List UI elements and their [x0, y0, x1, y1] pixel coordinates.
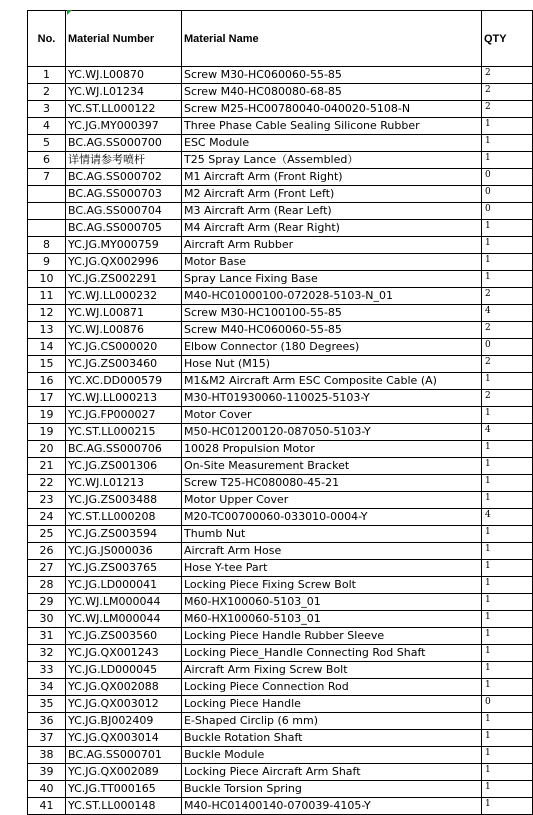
table-row [28, 152, 533, 169]
qty-cell[interactable]: 1 [482, 645, 533, 662]
table-row [28, 356, 533, 373]
qty-cell[interactable]: 0 [482, 696, 533, 713]
table-row [28, 271, 533, 288]
material-number-cell[interactable]: YC.JG.QX001243 [66, 645, 182, 662]
material-number-cell[interactable]: YC.WJ.L01234 [66, 84, 182, 101]
table-row [28, 611, 533, 628]
material-number-cell[interactable]: YC.JG.CS000020 [66, 339, 182, 356]
material-number-cell[interactable]: BC.AG.SS000700 [66, 135, 182, 152]
row-no-cell[interactable]: 7 [28, 169, 66, 186]
material-number-cell[interactable]: YC.WJ.LM000044 [66, 594, 182, 611]
row-no-cell[interactable]: 17 [28, 390, 66, 407]
material-name-cell[interactable]: M60-HX100060-5103_01 [182, 611, 482, 628]
material-name-cell[interactable]: Hose Nut (M15) [182, 356, 482, 373]
qty-cell[interactable]: 1 [482, 662, 533, 679]
row-no-cell[interactable]: 5 [28, 135, 66, 152]
row-no-cell[interactable]: 13 [28, 322, 66, 339]
qty-cell[interactable]: 2 [482, 390, 533, 407]
material-name-cell[interactable]: T25 Spray Lance（Assembled） [182, 152, 482, 169]
qty-cell[interactable]: 1 [482, 594, 533, 611]
qty-cell[interactable]: 2 [482, 101, 533, 118]
qty-cell[interactable]: 1 [482, 679, 533, 696]
material-name-cell[interactable]: Motor Upper Cover [182, 492, 482, 509]
qty-cell[interactable]: 1 [482, 747, 533, 764]
qty-cell[interactable]: 4 [482, 509, 533, 526]
row-no-cell[interactable]: 15 [28, 356, 66, 373]
material-number-cell[interactable]: YC.JG.LD000041 [66, 577, 182, 594]
table-row [28, 747, 533, 764]
material-name-cell[interactable]: On-Site Measurement Bracket [182, 458, 482, 475]
table-row [28, 203, 533, 220]
material-number-cell[interactable]: YC.WJ.LM000044 [66, 611, 182, 628]
material-name-cell[interactable]: Screw M40-HC060060-55-85 [182, 322, 482, 339]
comment-marker-icon [67, 10, 72, 15]
qty-cell[interactable]: 4 [482, 305, 533, 322]
row-no-cell[interactable]: 11 [28, 288, 66, 305]
material-name-cell[interactable]: Screw M30-HC100100-55-85 [182, 305, 482, 322]
row-no-cell[interactable]: 22 [28, 475, 66, 492]
material-name-cell[interactable]: M1 Aircraft Arm (Front Right) [182, 169, 482, 186]
table-row [28, 781, 533, 798]
material-name-cell[interactable]: Screw M40-HC080080-68-85 [182, 84, 482, 101]
row-no-cell[interactable]: 34 [28, 679, 66, 696]
row-no-cell[interactable]: 40 [28, 781, 66, 798]
material-name-cell[interactable]: M2 Aircraft Arm (Front Left) [182, 186, 482, 203]
qty-cell[interactable]: 1 [482, 407, 533, 424]
material-number-cell[interactable]: YC.JG.ZS003560 [66, 628, 182, 645]
row-no-cell[interactable] [28, 186, 66, 203]
material-name-cell[interactable]: Locking Piece Connection Rod [182, 679, 482, 696]
bom-sheet [27, 10, 532, 815]
table-row [28, 186, 533, 203]
material-number-cell[interactable]: YC.WJ.L00870 [66, 67, 182, 84]
material-number-cell[interactable]: YC.WJ.L00876 [66, 322, 182, 339]
material-number-cell[interactable]: YC.XC.DD000579 [66, 373, 182, 390]
qty-cell[interactable]: 1 [482, 135, 533, 152]
material-number-cell[interactable]: BC.AG.SS000705 [66, 220, 182, 237]
material-number-cell[interactable]: YC.JG.JS000036 [66, 543, 182, 560]
row-no-cell[interactable]: 29 [28, 594, 66, 611]
row-no-cell[interactable]: 27 [28, 560, 66, 577]
row-no-cell[interactable]: 2 [28, 84, 66, 101]
qty-cell[interactable]: 0 [482, 186, 533, 203]
qty-cell[interactable]: 1 [482, 475, 533, 492]
table-row [28, 135, 533, 152]
header-material-name[interactable]: Material Name [182, 11, 482, 67]
row-no-cell[interactable]: 3 [28, 101, 66, 118]
row-no-cell[interactable]: 10 [28, 271, 66, 288]
qty-cell[interactable]: 1 [482, 458, 533, 475]
material-name-cell[interactable]: Hose Y-tee Part [182, 560, 482, 577]
row-no-cell[interactable]: 21 [28, 458, 66, 475]
table-row [28, 764, 533, 781]
material-name-cell[interactable]: Buckle Torsion Spring [182, 781, 482, 798]
qty-cell[interactable]: 2 [482, 84, 533, 101]
material-name-cell[interactable]: M20-TC00700060-033010-0004-Y [182, 509, 482, 526]
material-name-cell[interactable]: ESC Module [182, 135, 482, 152]
material-number-cell[interactable]: 详情请参考喷杆 [66, 152, 182, 169]
qty-cell[interactable]: 2 [482, 288, 533, 305]
table-row [28, 458, 533, 475]
table-row [28, 560, 533, 577]
table-row [28, 645, 533, 662]
table-row [28, 390, 533, 407]
material-name-cell[interactable]: M1&M2 Aircraft Arm ESC Composite Cable (A) [182, 373, 482, 390]
qty-cell[interactable]: 1 [482, 152, 533, 169]
row-no-cell[interactable]: 23 [28, 492, 66, 509]
table-row [28, 305, 533, 322]
material-number-cell[interactable]: YC.JG.ZS001306 [66, 458, 182, 475]
row-no-cell[interactable]: 1 [28, 67, 66, 84]
table-row [28, 254, 533, 271]
material-name-cell[interactable]: E-Shaped Circlip (6 mm) [182, 713, 482, 730]
qty-cell[interactable]: 1 [482, 271, 533, 288]
material-number-cell[interactable]: YC.JG.BJ002409 [66, 713, 182, 730]
row-no-cell[interactable]: 36 [28, 713, 66, 730]
row-no-cell[interactable]: 14 [28, 339, 66, 356]
material-number-cell[interactable]: YC.JG.ZS003488 [66, 492, 182, 509]
qty-cell[interactable]: 1 [482, 237, 533, 254]
material-name-cell[interactable]: Aircraft Arm Rubber [182, 237, 482, 254]
row-no-cell[interactable] [28, 220, 66, 237]
table-row [28, 407, 533, 424]
bom-table-body [28, 67, 533, 815]
row-no-cell[interactable]: 30 [28, 611, 66, 628]
material-name-cell[interactable]: Aircraft Arm Fixing Screw Bolt [182, 662, 482, 679]
table-row [28, 288, 533, 305]
table-row [28, 798, 533, 815]
table-row [28, 594, 533, 611]
material-number-cell[interactable]: YC.WJ.L00871 [66, 305, 182, 322]
table-row [28, 526, 533, 543]
header-no[interactable]: No. [28, 11, 66, 67]
material-number-cell[interactable]: BC.AG.SS000703 [66, 186, 182, 203]
qty-cell[interactable]: 1 [482, 526, 533, 543]
table-row [28, 696, 533, 713]
material-number-cell[interactable]: YC.ST.LL000148 [66, 798, 182, 815]
material-name-cell[interactable]: Locking Piece_Handle Connecting Rod Shaft [182, 645, 482, 662]
row-no-cell[interactable]: 35 [28, 696, 66, 713]
table-row [28, 509, 533, 526]
material-number-cell[interactable]: YC.ST.LL000215 [66, 424, 182, 441]
row-no-cell[interactable]: 26 [28, 543, 66, 560]
material-name-cell[interactable]: 10028 Propulsion Motor [182, 441, 482, 458]
qty-cell[interactable]: 1 [482, 577, 533, 594]
table-row [28, 237, 533, 254]
material-name-cell[interactable]: Screw M25-HC00780040-040020-5108-N [182, 101, 482, 118]
qty-cell[interactable]: 1 [482, 798, 533, 815]
table-row [28, 220, 533, 237]
material-number-cell[interactable]: BC.AG.SS000704 [66, 203, 182, 220]
row-no-cell[interactable]: 37 [28, 730, 66, 747]
material-name-cell[interactable]: Motor Cover [182, 407, 482, 424]
material-name-cell[interactable]: M40-HC01000100-072028-5103-N_01 [182, 288, 482, 305]
table-row [28, 475, 533, 492]
table-row [28, 339, 533, 356]
table-row [28, 424, 533, 441]
material-number-cell[interactable]: BC.AG.SS000702 [66, 169, 182, 186]
row-no-cell[interactable]: 20 [28, 441, 66, 458]
qty-cell[interactable]: 2 [482, 67, 533, 84]
material-number-cell[interactable]: YC.JG.QX003012 [66, 696, 182, 713]
material-name-cell[interactable]: Elbow Connector (180 Degrees) [182, 339, 482, 356]
row-no-cell[interactable]: 24 [28, 509, 66, 526]
qty-cell[interactable]: 1 [482, 764, 533, 781]
row-no-cell[interactable]: 6 [28, 152, 66, 169]
material-number-cell[interactable]: YC.JG.QX003014 [66, 730, 182, 747]
material-name-cell[interactable]: Thumb Nut [182, 526, 482, 543]
qty-cell[interactable]: 1 [482, 560, 533, 577]
material-name-cell[interactable]: Locking Piece Handle Rubber Sleeve [182, 628, 482, 645]
material-name-cell[interactable]: Screw M30-HC060060-55-85 [182, 67, 482, 84]
header-row [28, 11, 533, 67]
material-name-cell[interactable]: Locking Piece Handle [182, 696, 482, 713]
header-material-number[interactable]: Material Number [66, 11, 182, 67]
qty-cell[interactable]: 0 [482, 169, 533, 186]
material-number-cell[interactable]: YC.JG.ZS003765 [66, 560, 182, 577]
material-name-cell[interactable]: M3 Aircraft Arm (Rear Left) [182, 203, 482, 220]
material-number-cell[interactable]: YC.JG.TT000165 [66, 781, 182, 798]
material-name-cell[interactable]: Buckle Module [182, 747, 482, 764]
material-number-cell[interactable]: YC.JG.ZS002291 [66, 271, 182, 288]
material-name-cell[interactable]: M60-HX100060-5103_01 [182, 594, 482, 611]
qty-cell[interactable]: 1 [482, 713, 533, 730]
qty-cell[interactable]: 1 [482, 118, 533, 135]
row-no-cell[interactable] [28, 203, 66, 220]
table-row [28, 169, 533, 186]
row-no-cell[interactable]: 19 [28, 424, 66, 441]
qty-cell[interactable]: 1 [482, 781, 533, 798]
qty-cell[interactable]: 1 [482, 441, 533, 458]
qty-cell[interactable]: 1 [482, 492, 533, 509]
row-no-cell[interactable]: 28 [28, 577, 66, 594]
material-number-cell[interactable]: YC.JG.ZS003460 [66, 356, 182, 373]
material-number-cell[interactable]: BC.AG.SS000706 [66, 441, 182, 458]
material-number-cell[interactable]: YC.ST.LL000208 [66, 509, 182, 526]
row-no-cell[interactable]: 16 [28, 373, 66, 390]
material-number-cell[interactable]: YC.JG.MY000397 [66, 118, 182, 135]
material-name-cell[interactable]: M4 Aircraft Arm (Rear Right) [182, 220, 482, 237]
material-number-cell[interactable]: YC.JG.QX002996 [66, 254, 182, 271]
table-row [28, 67, 533, 84]
material-number-cell[interactable]: BC.AG.SS000701 [66, 747, 182, 764]
qty-cell[interactable]: 1 [482, 611, 533, 628]
header-qty[interactable]: QTY [482, 11, 533, 67]
table-row [28, 679, 533, 696]
row-no-cell[interactable]: 33 [28, 662, 66, 679]
qty-cell[interactable]: 2 [482, 322, 533, 339]
qty-cell[interactable]: 1 [482, 254, 533, 271]
table-row [28, 713, 533, 730]
table-row [28, 373, 533, 390]
table-row [28, 577, 533, 594]
table-row [28, 543, 533, 560]
material-name-cell[interactable]: Locking Piece Aircraft Arm Shaft [182, 764, 482, 781]
material-number-cell[interactable]: YC.JG.ZS003594 [66, 526, 182, 543]
table-row [28, 118, 533, 135]
row-no-cell[interactable]: 25 [28, 526, 66, 543]
material-name-cell[interactable]: Screw T25-HC080080-45-21 [182, 475, 482, 492]
row-no-cell[interactable]: 38 [28, 747, 66, 764]
material-name-cell[interactable]: Aircraft Arm Hose [182, 543, 482, 560]
material-number-cell[interactable]: YC.ST.LL000122 [66, 101, 182, 118]
row-no-cell[interactable]: 41 [28, 798, 66, 815]
material-number-cell[interactable]: YC.JG.QX002088 [66, 679, 182, 696]
material-number-cell[interactable]: YC.JG.LD000045 [66, 662, 182, 679]
material-name-cell[interactable]: Spray Lance Fixing Base [182, 271, 482, 288]
qty-cell[interactable]: 0 [482, 339, 533, 356]
material-name-cell[interactable]: Three Phase Cable Sealing Silicone Rubber [182, 118, 482, 135]
qty-cell[interactable]: 0 [482, 203, 533, 220]
row-no-cell[interactable]: 39 [28, 764, 66, 781]
row-no-cell[interactable]: 19 [28, 407, 66, 424]
row-no-cell[interactable]: 8 [28, 237, 66, 254]
table-row [28, 441, 533, 458]
material-name-cell[interactable]: M40-HC01400140-070039-4105-Y [182, 798, 482, 815]
table-row [28, 730, 533, 747]
qty-cell[interactable]: 1 [482, 220, 533, 237]
table-row [28, 492, 533, 509]
material-name-cell[interactable]: Locking Piece Fixing Screw Bolt [182, 577, 482, 594]
table-row [28, 628, 533, 645]
material-number-cell[interactable]: YC.JG.QX002089 [66, 764, 182, 781]
material-name-cell[interactable]: Buckle Rotation Shaft [182, 730, 482, 747]
material-name-cell[interactable]: M30-HT01930060-110025-5103-Y [182, 390, 482, 407]
material-number-cell[interactable]: YC.JG.FP000027 [66, 407, 182, 424]
qty-cell[interactable]: 2 [482, 356, 533, 373]
row-no-cell[interactable]: 32 [28, 645, 66, 662]
row-no-cell[interactable]: 9 [28, 254, 66, 271]
material-number-cell[interactable]: YC.WJ.L01213 [66, 475, 182, 492]
material-name-cell[interactable]: M50-HC01200120-087050-5103-Y [182, 424, 482, 441]
material-number-cell[interactable]: YC.WJ.LL000232 [66, 288, 182, 305]
qty-cell[interactable]: 1 [482, 730, 533, 747]
bom-table [27, 10, 533, 815]
row-no-cell[interactable]: 12 [28, 305, 66, 322]
table-row [28, 84, 533, 101]
table-row [28, 322, 533, 339]
qty-cell[interactable]: 1 [482, 628, 533, 645]
qty-cell[interactable]: 1 [482, 543, 533, 560]
material-number-cell[interactable]: YC.WJ.LL000213 [66, 390, 182, 407]
qty-cell[interactable]: 4 [482, 424, 533, 441]
qty-cell[interactable]: 1 [482, 373, 533, 390]
row-no-cell[interactable]: 4 [28, 118, 66, 135]
table-row [28, 101, 533, 118]
table-row [28, 662, 533, 679]
material-name-cell[interactable]: Motor Base [182, 254, 482, 271]
material-number-cell[interactable]: YC.JG.MY000759 [66, 237, 182, 254]
row-no-cell[interactable]: 31 [28, 628, 66, 645]
